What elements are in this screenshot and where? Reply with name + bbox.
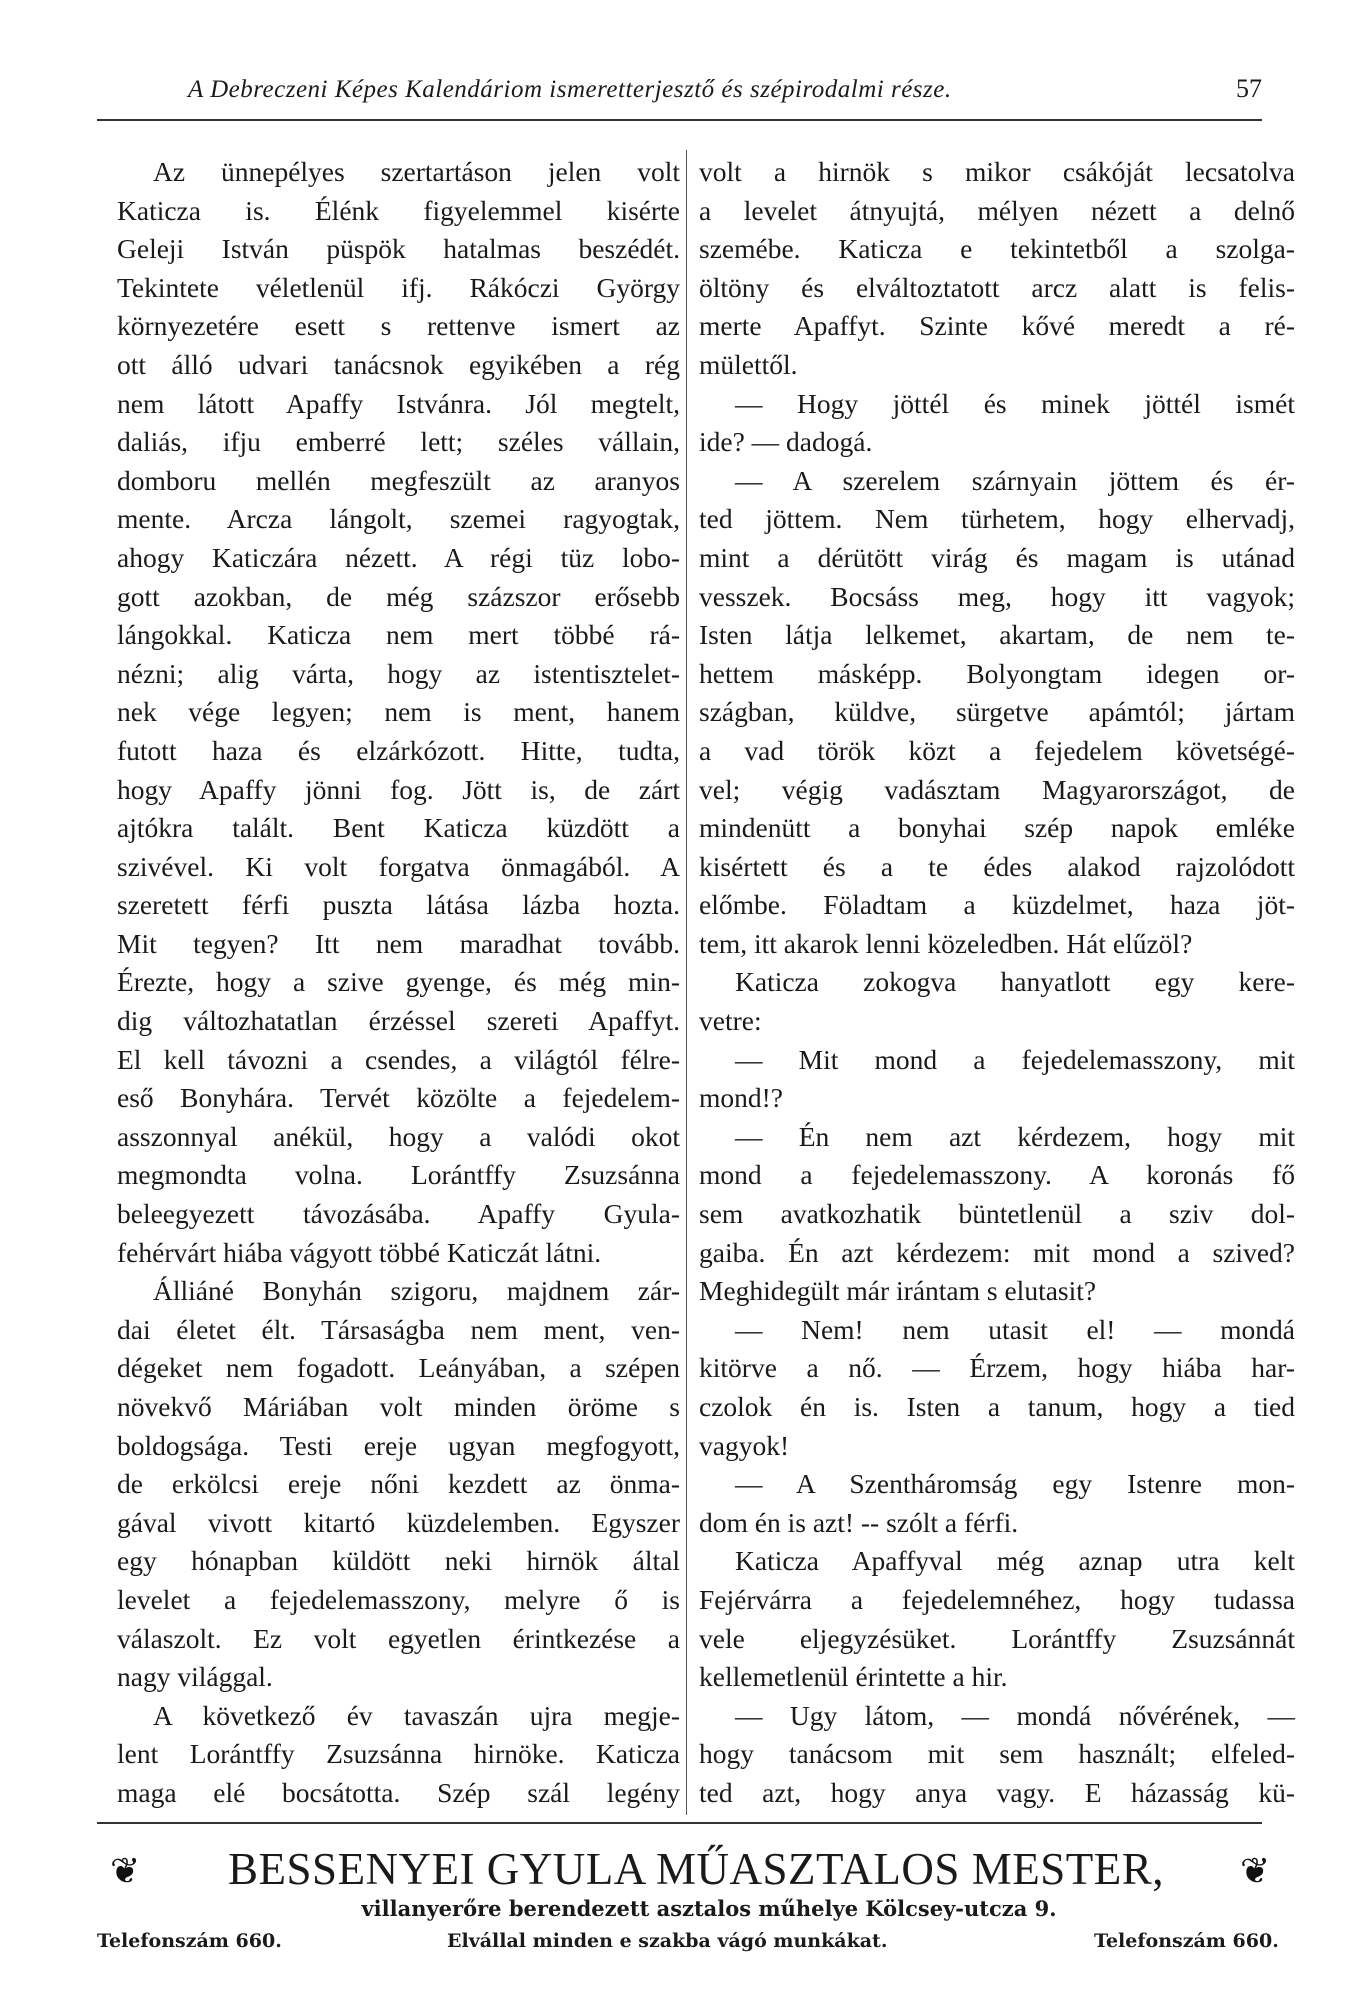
text-line: gával vivott kitartó küzdelemben. Egyszer xyxy=(117,1506,680,1538)
advertisement-tagline: Elvállal minden e szakba vágó munkákat. xyxy=(447,1930,888,1952)
paragraph xyxy=(117,1697,680,1813)
advertisement-subtitle: villanyerőre berendezett asztalos műhelye Kölcsey-utcza 9. xyxy=(361,1896,1057,1921)
text-line: — Én nem azt kérdezem, hogy mit xyxy=(735,1120,1295,1152)
advertisement-headline: BESSENYEI GYULA MŰASZTALOS MESTER, xyxy=(228,1844,1164,1894)
text-line: vetre: xyxy=(699,1005,762,1037)
text-line: mint a dérütött virág és magam is utánad xyxy=(699,541,1295,573)
text-line: sem avatkozhatik büntetlenül a sziv dol- xyxy=(699,1198,1295,1230)
text-line: eső Bonyhára. Tervét közölte a fejedelem- xyxy=(117,1082,680,1114)
paragraph xyxy=(699,1465,1295,1542)
paragraph xyxy=(699,385,1295,462)
text-line: Tekintete véletlenül ifj. Rákóczi György xyxy=(117,271,680,303)
text-line: vagyok! xyxy=(699,1429,790,1461)
flower-ornament-icon: ❦ xyxy=(110,1851,141,1891)
text-line: Álliáné Bonyhán szigoru, majdnem zár- xyxy=(153,1275,680,1307)
text-line: nézni; alig várta, hogy az istentisztelet- xyxy=(117,657,680,689)
paragraph xyxy=(699,1311,1295,1465)
text-line: szágban, küldve, sürgetve apámtól; jártam xyxy=(699,696,1295,728)
text-line: levelet a fejedelemasszony, melyre ő is xyxy=(117,1583,680,1615)
text-line: kisértett és a te édes alakod rajzolódott xyxy=(699,850,1295,882)
text-line: futott haza és elzárkózott. Hitte, tudta, xyxy=(117,734,680,766)
text-line: szemébe. Katicza e tekintetből a szolga- xyxy=(699,233,1295,265)
text-line: kellemetlenül érintette a hir. xyxy=(699,1661,1008,1693)
column-divider xyxy=(686,150,687,1815)
text-line: gott azokban, de még százszor erősebb xyxy=(117,580,680,612)
text-line: a levelet átnyujtá, mélyen nézett a delnő xyxy=(699,194,1295,226)
text-line: Katicza is. Élénk figyelemmel kisérte xyxy=(117,194,680,226)
text-line: növekvő Máriában volt minden öröme s xyxy=(117,1391,680,1422)
text-line: nem látott Apaffy Istvánra. Jól megtelt, xyxy=(117,387,680,419)
text-line: nek vége legyen; nem is ment, hanem xyxy=(117,696,680,728)
text-line: dig változhatatlan érzéssel szereti Apaffyt. xyxy=(117,1005,680,1037)
text-line: czolok én is. Isten a tanum, hogy a tied xyxy=(699,1391,1295,1422)
text-line: maga elé bocsátotta. Szép szál legény xyxy=(117,1776,680,1808)
text-line: — A szerelem szárnyain jöttem és ér- xyxy=(735,464,1295,496)
text-line: vesszek. Bocsáss meg, hogy itt vagyok; xyxy=(699,580,1295,612)
text-line: daliás, ifju emberré lett; széles vállain, xyxy=(117,426,680,458)
paragraph xyxy=(699,1041,1295,1118)
text-line: El kell távozni a csendes, a világtól félre- xyxy=(117,1043,680,1075)
text-line: — Nem! nem utasit el! — mondá xyxy=(735,1313,1295,1345)
text-line: — A Szentháromság egy Istenre mon- xyxy=(735,1468,1295,1500)
right-column xyxy=(699,153,1295,1813)
text-line: domboru mellén megfeszült az aranyos xyxy=(117,464,680,496)
text-line: ide? — dadogá. xyxy=(699,426,873,458)
text-line: egy hónapban küldött neki hirnök által xyxy=(117,1545,680,1577)
text-line: Geleji István püspök hatalmas beszédét. xyxy=(117,233,680,265)
text-line: asszonnyal anékül, hogy a valódi okot xyxy=(117,1120,680,1152)
text-line: szeretett férfi puszta látása lázba hozta. xyxy=(117,889,680,921)
text-line: — Ugy látom, — mondá nővérének, — xyxy=(735,1699,1295,1731)
text-line: ted jöttem. Nem türhetem, hogy elhervadj, xyxy=(699,503,1295,535)
running-title: A Debreczeni Képes Kalendáriom ismeretterjesztő és szépirodalmi része. xyxy=(188,76,952,103)
paragraph xyxy=(699,1697,1295,1813)
text-line: dégeket nem fogadott. Leányában, a szépen xyxy=(117,1352,680,1384)
text-line: előmbe. Föladtam a küzdelmet, haza jöt- xyxy=(699,889,1295,921)
text-line: merte Apaffyt. Szinte kővé meredt a ré- xyxy=(699,310,1295,342)
text-line: válaszolt. Ez volt egyetlen érintkezése a xyxy=(117,1622,680,1654)
text-line: környezetére esett s rettenve ismert az xyxy=(117,310,680,342)
advertisement-rule xyxy=(97,1822,1262,1824)
text-line: Meghidegült már irántam s elutasit? xyxy=(699,1275,1097,1307)
text-line: szivével. Ki volt forgatva önmagából. A xyxy=(117,850,680,882)
phone-left: Telefonszám 660. xyxy=(97,1930,282,1952)
text-line: hogy tanácsom mit sem használt; elfeled- xyxy=(699,1738,1295,1770)
text-line: gaiba. Én azt kérdezem: mit mond a szived? xyxy=(699,1236,1295,1268)
text-line: a vad török közt a fejedelem követségé- xyxy=(699,734,1295,766)
text-line: kitörve a nő. — Érzem, hogy hiába har- xyxy=(699,1352,1295,1384)
text-line: — Mit mond a fejedelemasszony, mit xyxy=(735,1043,1295,1075)
text-line: ted azt, hogy anya vagy. E házasság kü- xyxy=(699,1776,1295,1808)
text-line: ahogy Katiczára nézett. A régi tüz lobo- xyxy=(117,541,680,573)
text-line: lent Lorántffy Zsuzsánna hirnöke. Katicza xyxy=(117,1738,680,1770)
text-line: tem, itt akarok lenni közeledben. Hát elűzöl? xyxy=(699,927,1193,959)
flower-ornament-icon: ❦ xyxy=(1240,1851,1271,1891)
text-line: Katicza Apaffyval még aznap utra kelt xyxy=(735,1545,1295,1577)
paragraph xyxy=(699,963,1295,1040)
text-line: mente. Arcza lángolt, szemei ragyogtak, xyxy=(117,503,680,535)
paragraph xyxy=(699,1118,1295,1311)
left-column xyxy=(117,153,680,1813)
text-line: vele eljegyzésüket. Lorántffy Zsuzsánnát xyxy=(699,1622,1295,1654)
text-line: nagy világgal. xyxy=(117,1661,273,1693)
text-line: dai életet élt. Társaságba nem ment, ven- xyxy=(117,1313,680,1345)
text-line: Fejérvárra a fejedelemnéhez, hogy tudassa xyxy=(699,1583,1295,1615)
paragraph xyxy=(117,1272,680,1697)
text-line: Katicza zokogva hanyatlott egy kere- xyxy=(735,966,1295,998)
phone-right: Telefonszám 660. xyxy=(1094,1930,1279,1952)
text-line: Az ünnepélyes szertartáson jelen volt xyxy=(153,156,680,187)
text-line: fehérvárt hiába vágyott többé Katiczát látni. xyxy=(117,1236,602,1268)
text-line: megmondta volna. Lorántffy Zsuzsánna xyxy=(117,1159,680,1191)
text-line: dom én is azt! -- szólt a férfi. xyxy=(699,1506,1019,1538)
text-line: öltöny és elváltoztatott arcz alatt is felis- xyxy=(699,271,1295,303)
text-line: A következő év tavaszán ujra megje- xyxy=(153,1699,680,1731)
text-line: ott álló udvari tanácsnok egyikében a rég xyxy=(117,348,680,380)
paragraph xyxy=(699,153,1295,385)
text-line: Érezte, hogy a szive gyenge, és még min- xyxy=(117,966,680,998)
text-line: volt a hirnök s mikor csákóját lecsatolva xyxy=(699,156,1295,187)
text-line: Isten látja lelkemet, akartam, de nem te- xyxy=(699,619,1295,651)
paragraph xyxy=(699,462,1295,964)
text-line: de erkölcsi ereje nőni kezdett az önma- xyxy=(117,1468,680,1500)
text-line: mülettől. xyxy=(699,348,798,380)
text-line: hogy Apaffy jönni fog. Jött is, de zárt xyxy=(117,773,680,805)
text-line: beleegyezett távozásába. Apaffy Gyula- xyxy=(117,1198,680,1230)
text-line: mindenütt a bonyhai szép napok emléke xyxy=(699,812,1295,844)
paragraph xyxy=(117,153,680,1272)
text-line: hettem másképp. Bolyongtam idegen or- xyxy=(699,657,1295,689)
text-line: lángokkal. Katicza nem mert többé rá- xyxy=(117,619,680,651)
page-number: 57 xyxy=(1236,74,1262,103)
text-line: — Hogy jöttél és minek jöttél ismét xyxy=(735,387,1295,419)
text-line: ajtókra talált. Bent Katicza küzdött a xyxy=(117,812,680,844)
text-line: mond!? xyxy=(699,1082,784,1114)
text-line: Mit tegyen? Itt nem maradhat tovább. xyxy=(117,927,680,959)
header-rule xyxy=(97,119,1262,121)
text-line: mond a fejedelemasszony. A koronás fő xyxy=(699,1159,1295,1191)
text-line: vel; végig vadásztam Magyarországot, de xyxy=(699,773,1295,805)
paragraph xyxy=(699,1542,1295,1696)
text-line: boldogsága. Testi ereje ugyan megfogyott, xyxy=(117,1429,680,1461)
